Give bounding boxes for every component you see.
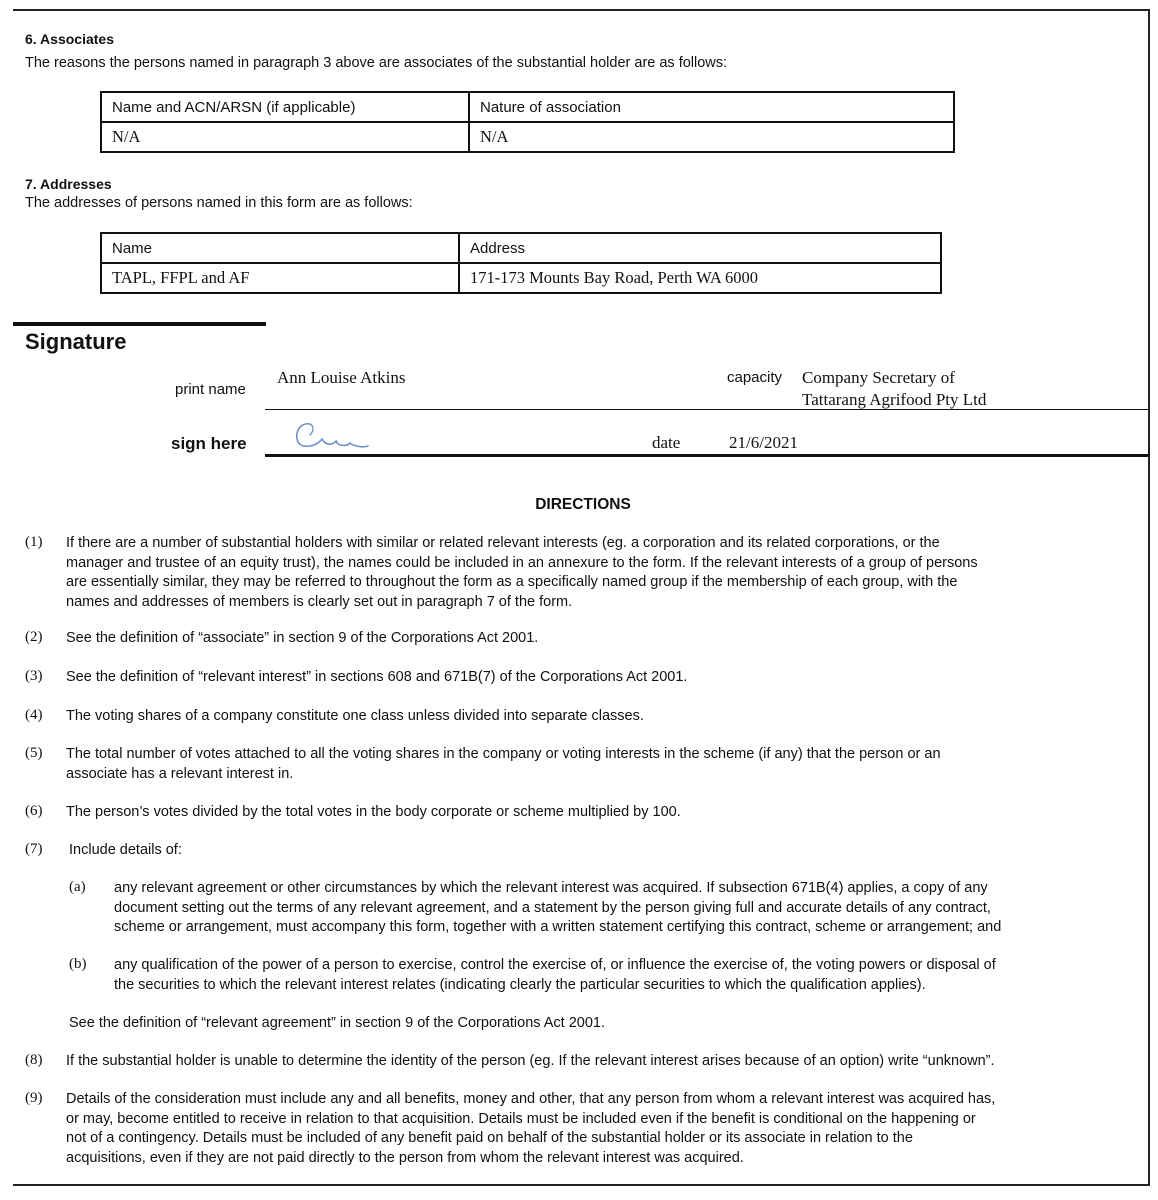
direction-number: (8) <box>25 1052 43 1068</box>
direction-text-line: The person’s votes divided by the total votes in the body corporate or scheme multiplied by 100. <box>66 804 681 820</box>
direction-text-line: or may, become entitled to receive in relation to that acquisition. Details must be included even if the benefit is conditional on the happening or <box>66 1110 976 1127</box>
table-header-cell: Name and ACN/ARSN (if applicable) <box>101 92 469 122</box>
direction-text-line: document setting out the terms of any relevant agreement, and a statement by the person giving full and accurate details of any contract, <box>114 899 991 916</box>
table-cell: N/A <box>469 122 954 152</box>
direction-text-line: scheme or arrangement, must accompany this form, together with a written statement certifying this contract, scheme or arrangement; and <box>114 919 1002 935</box>
table-cell: 171-173 Mounts Bay Road, Perth WA 6000 <box>459 263 941 293</box>
directions-title: DIRECTIONS <box>535 496 631 513</box>
direction-text-line: Include details of: <box>69 842 182 858</box>
direction-number: (7) <box>25 841 43 857</box>
date-label: date <box>652 433 681 452</box>
direction-text-line: The voting shares of a company constitute one class unless divided into separate classes. <box>66 708 644 724</box>
section-6-intro: The reasons the persons named in paragraph 3 above are associates of the substantial holder are as follows: <box>25 55 728 71</box>
direction-text-line: If there are a number of substantial holders with similar or related relevant interests (eg. a corporation and its related corporations, or the <box>66 535 940 551</box>
table-row <box>101 122 954 152</box>
direction-number: (1) <box>25 534 43 550</box>
direction-number: (6) <box>25 803 43 819</box>
direction-text-line: are essentially similar, they may be referred to throughout the form as a specifically named group if the membership of each group, with the <box>66 574 958 590</box>
signature-rule <box>13 322 266 326</box>
print-name-label: print name <box>175 381 246 398</box>
signature-title: Signature <box>25 329 127 354</box>
table-cell: N/A <box>101 122 469 152</box>
direction-text-line: acquisitions, even if they are not paid directly to the person from whom the relevant interest was acquired. <box>66 1149 744 1166</box>
table-header-row <box>101 92 954 122</box>
direction-text-line: names and addresses of members is clearly set out in paragraph 7 of the form. <box>66 593 573 610</box>
addresses-table <box>100 232 942 294</box>
table-cell: TAPL, FFPL and AF <box>101 263 459 293</box>
direction-text-line: See the definition of “relevant agreement” in section 9 of the Corporations Act 2001. <box>69 1015 606 1031</box>
direction-text-line: the securities to which the relevant interest relates (indicating clearly the particular securities to which the qualification applies). <box>114 976 926 993</box>
direction-number: (9) <box>25 1090 43 1106</box>
direction-text-line: associate has a relevant interest in. <box>66 765 294 782</box>
direction-text-line: any qualification of the power of a person to exercise, control the exercise of, or influence the exercise of, the voting powers or disposal of <box>114 957 996 973</box>
direction-number: (3) <box>25 668 43 684</box>
direction-number: (2) <box>25 629 43 645</box>
direction-number: (b) <box>69 956 87 972</box>
direction-number: (5) <box>25 745 43 761</box>
section-7-intro: The addresses of persons named in this form are as follows: <box>25 195 413 211</box>
table-header-cell: Nature of association <box>469 92 954 122</box>
section-7-heading: 7. Addresses <box>25 176 112 192</box>
date-value: 21/6/2021 <box>729 433 798 452</box>
sign-here-label: sign here <box>171 434 247 453</box>
table-row <box>101 263 941 293</box>
capacity-line-1: Company Secretary of <box>802 368 955 387</box>
sign-here-line <box>265 454 1150 457</box>
direction-number: (4) <box>25 707 43 723</box>
associates-table <box>100 91 955 153</box>
capacity-label: capacity <box>727 369 783 386</box>
table-header-row <box>101 233 941 263</box>
direction-text-line: manager and trustee of an equity trust), the names could be included in an annexure to the form. If the relevant interests of a group of persons <box>66 554 978 571</box>
table-header-cell: Address <box>459 233 941 263</box>
direction-text-line: Details of the consideration must include any and all benefits, money and other, that any person from whom a relevant interest was acquired has, <box>66 1091 996 1107</box>
direction-text-line: See the definition of “associate” in section 9 of the Corporations Act 2001. <box>66 630 539 646</box>
capacity-line-2: Tattarang Agrifood Pty Ltd <box>802 390 987 409</box>
direction-text-line: If the substantial holder is unable to determine the identity of the person (eg. If the relevant interest arises because of an option) write “unknown”. <box>66 1053 995 1069</box>
table-header-cell: Name <box>101 233 459 263</box>
direction-text-line: any relevant agreement or other circumstances by which the relevant interest was acquired. If subsection 671B(4) applies, a copy of any <box>114 880 988 896</box>
direction-text-line: not of a contingency. Details must be included of any benefit paid on behalf of the substantial holder or its associate in relation to the <box>66 1130 913 1146</box>
direction-number: (a) <box>69 879 86 895</box>
section-6-heading: 6. Associates <box>25 31 114 47</box>
print-name-value: Ann Louise Atkins <box>277 368 406 387</box>
handwritten-signature <box>292 417 372 453</box>
print-name-line <box>265 409 1150 410</box>
direction-text-line: See the definition of “relevant interest” in sections 608 and 671B(7) of the Corporations Act 2001. <box>66 669 688 685</box>
direction-text-line: The total number of votes attached to all the voting shares in the company or voting interests in the scheme (if any) that the person or an <box>66 746 941 762</box>
